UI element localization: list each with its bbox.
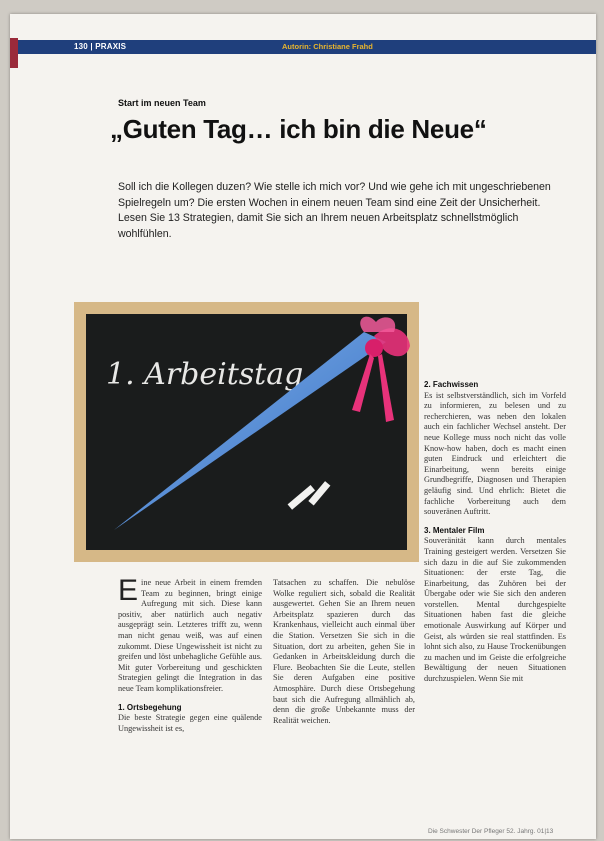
body-column-1 (118, 574, 262, 734)
page-section-label: 130 | PRAXIS (74, 42, 127, 51)
article-title: „Guten Tag… ich bin die Neue“ (110, 114, 487, 144)
body-paragraph: Tatsachen zu schaffen. Die nebulöse Wolke reguliert sich, sobald die Realität ausgewertet. Gehen Sie an Ihrem neuen Arbeitsplatz spazieren durch das Krankenhaus, vielleicht auch einmal über die Station. Versetzen Sie sich in die Situation, dort zu arbeiten, gehen Sie in Gedanken in Arbeitskleidung durch die Flure. Beobachten Sie die Leute, stellen Sie deren Aufgaben eine positive Atmosphäre. Durch diese Ortsbegehung baut sich die Aufregung allmählich ab, denn die große Unbekannte muss der Realität weichen. (273, 578, 415, 725)
body-paragraph: Souveränität kann durch mentales Training gesteigert werden. Versetzen Sie sich dazu in die auf Sie zukommenden Situationen: der erste Tag, die Einarbeitung, das Zuhören bei der Übergabe oder wie Sie sich den anderen vorstellen. Mental durchgespielte Situationen haben fast die gleiche emotionale Auswirkung auf Körper und Geist, als würden sie real stattfinden. Es lohnt sich also, zu Hause Trockenübungen zu machen und im Geiste die erfolgreiche Bewältigung der neuen Situationen durchzuspielen. Wenn Sie mit (424, 536, 566, 684)
margin-accent (10, 38, 18, 68)
body-paragraph: Es ist selbstverständlich, sich im Vorfeld zu informieren, zu belesen und zu recherchieren, was neben den lokalen auch ein fachlicher Wechsel ansteht. Der neue Kollege muss noch nicht das volle Know-how haben, doch es macht einen guten Eindruck und erleichtert die Einarbeitung, wenn bereits einige Grundbegriffe, Diagnosen und Therapien geläufig sind. Und ehrlich: Bietet die fachliche Vorbereitung auch dem souveränen Auftritt. (424, 390, 566, 517)
body-paragraph: Die beste Strategie gegen eine quälende Ungewissheit ist es, (118, 713, 262, 733)
chalkboard-photo (74, 302, 419, 562)
body-column-3 (424, 380, 566, 685)
drop-cap: E (118, 574, 139, 607)
header-bar (18, 40, 596, 54)
magazine-page (10, 14, 596, 839)
page-footer: Die Schwester Der Pfleger 52. Jahrg. 01|13 (428, 828, 554, 835)
article-kicker: Start im neuen Team (118, 98, 206, 108)
bow-icon (365, 339, 383, 357)
section-heading: 2. Fachwissen (424, 380, 479, 389)
body-column-2 (273, 578, 415, 726)
section-heading: 3. Mentaler Film (424, 525, 485, 535)
article-intro: Soll ich die Kollegen duzen? Wie stelle ich mich vor? Und wie gehe ich mit ungeschriebenen Spielregeln um? Die ersten Wochen in einem neuen Team sind eine Zeit der Unsicherheit. Lesen Sie 13 Strategien, damit Sie sich an Ihrem neuen Arbeitsplatz schnellstmöglich wohlfühlen. (118, 181, 551, 240)
author-label: Autorin: Christiane Frahd (282, 42, 373, 51)
section-heading: 1. Ortsbegehung (118, 702, 182, 712)
board-text: 1. Arbeitstag (106, 357, 304, 392)
body-paragraph: ine neue Arbeit in einem fremden Team zu beginnen, bringt einige Aufregung mit sich. Diese kann positiv, aber natürlich auch negativ ausgeprägt sein. Letzteres trifft zu, wenn man nicht genau weiß, was auf einen zukommt. Diese Ungewissheit ist nicht zu greifen und löst unbehagliche Gefühle aus. Mit guter Vorbereitung und geschickten Strategien gelingt die Integration in das neue Team komplikationsfreier. (118, 578, 262, 693)
